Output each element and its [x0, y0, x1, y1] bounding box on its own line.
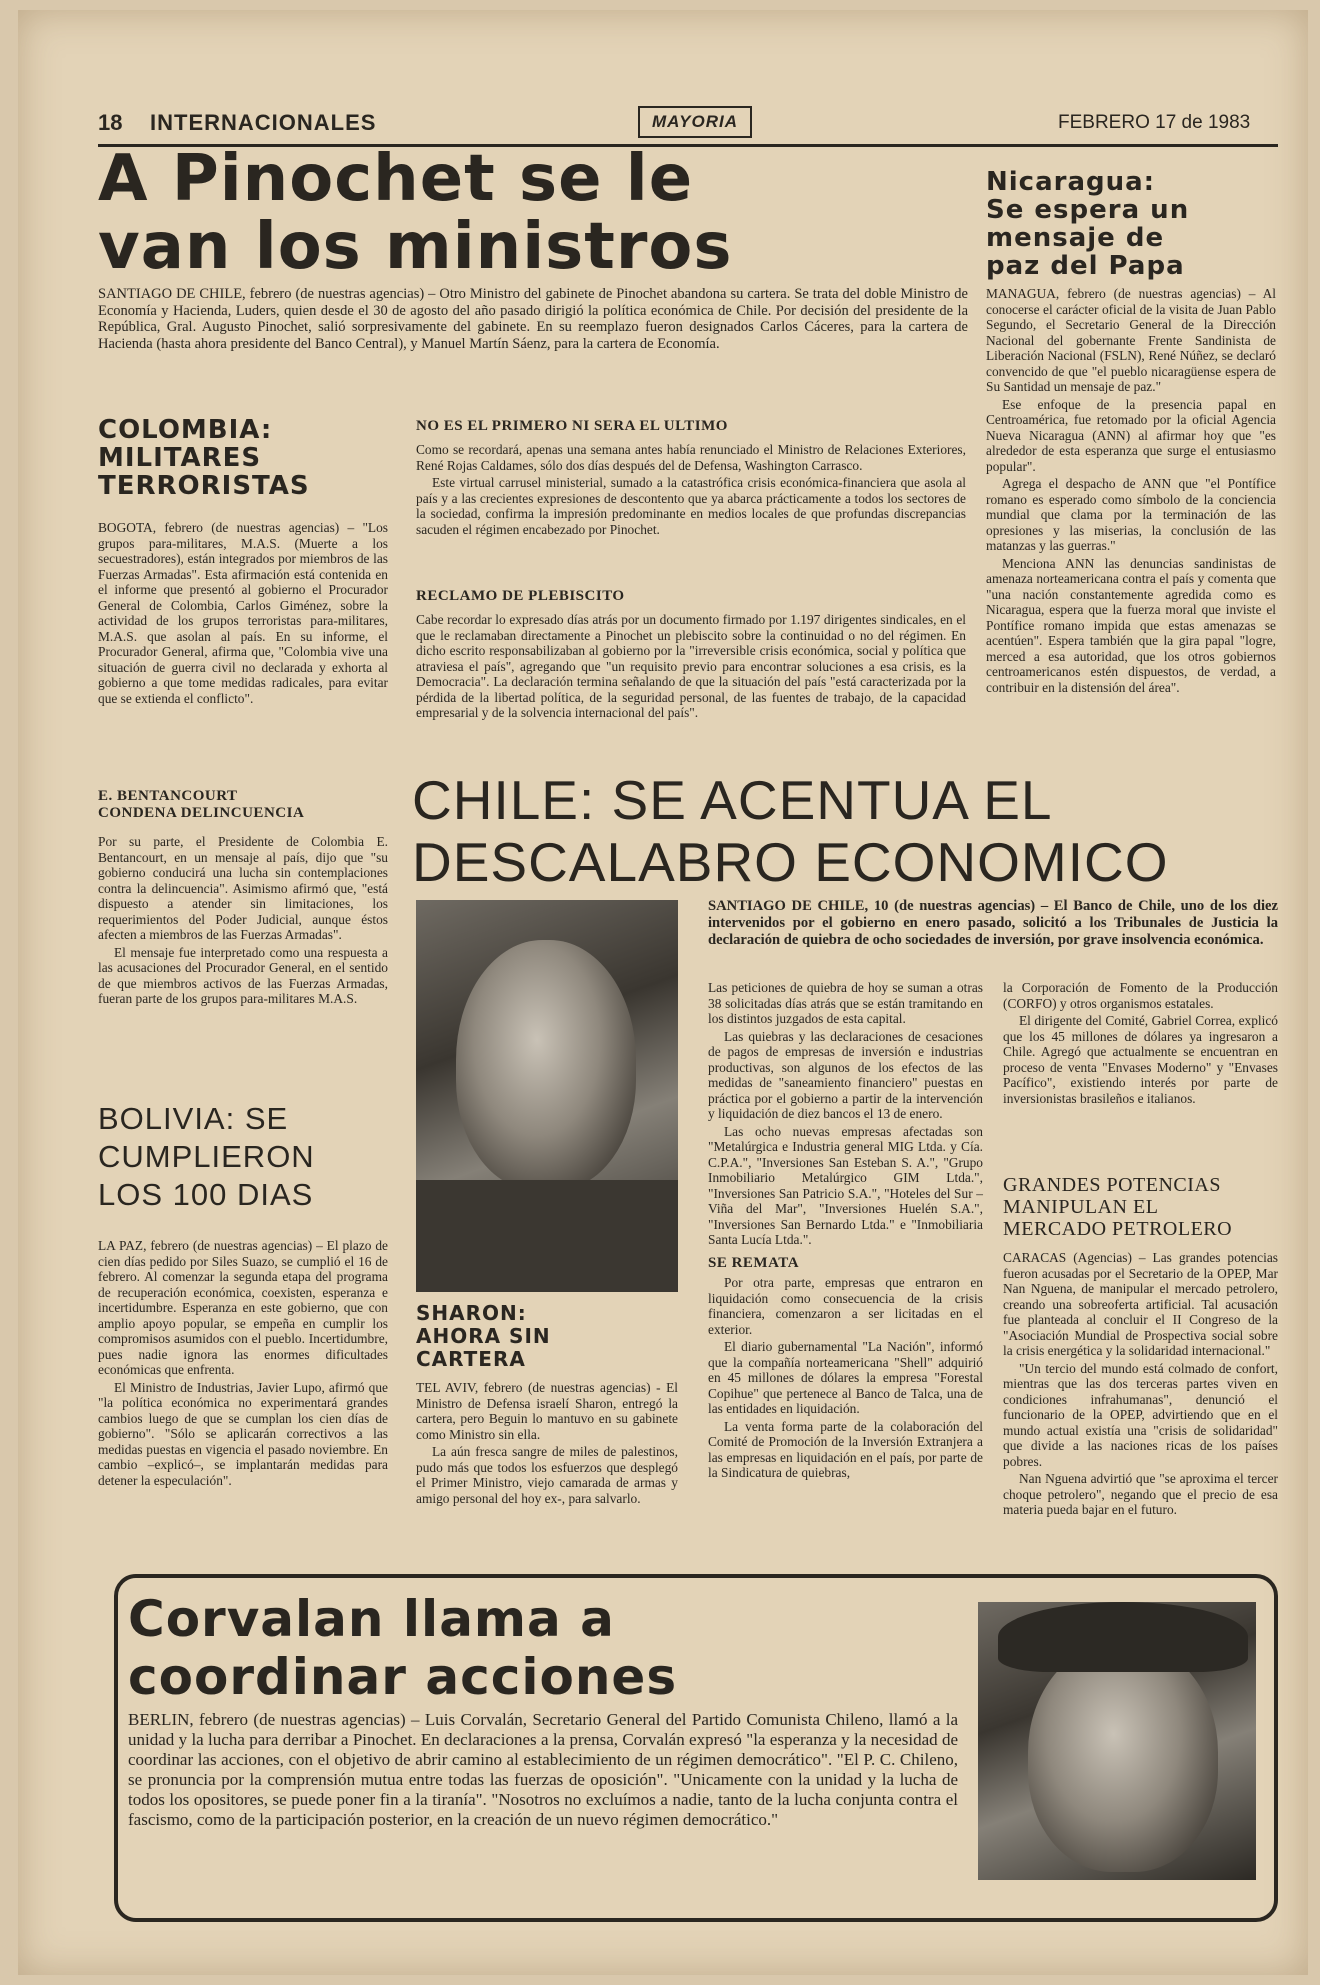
oil-headline: GRANDES POTENCIAS MANIPULAN EL MERCADO PETROLERO: [1003, 1174, 1233, 1240]
sharon-photo: [416, 900, 678, 1292]
sharon-photo-face: [456, 940, 636, 1190]
sharon-body: TEL AVIV, febrero (de nuestras agencias) - El Ministro de Defensa israelí Sharon, entregó la cartera, pero Beguin lo mantuvo en su gabinete como Ministro sin ella. La aún fresca sangre de miles de palestinos, pudo más que todos los esfuerzos que desplegó el Primer Ministro, viejo camarada de armas y amigo personal del hoy ex-, para salvarlo.: [416, 1380, 678, 1506]
plebiscito-subhead: RECLAMO DE PLEBISCITO: [416, 588, 625, 604]
no-es-el-primero-body: Como se recordará, apenas una semana antes había renunciado el Ministro de Relaciones Exteriores, René Rojas Caldames, sólo dos días después del de Defensa, Washington Carrasco. Este virtual carrusel ministerial, sumado a la catastrófica crisis económica-financiera que asola al país y a las crecientes expresiones de descontento que ya abarca prácticamente a todos los sectores de la sociedad, confirma la impresión predominante en medios locales de que profundas discrepancias sacuden el régimen encabezado por Pinochet.: [416, 442, 966, 537]
bolivia-body: LA PAZ, febrero (de nuestras agencias) – El plazo de cien días pedido por Siles Suazo, se cumplió el 16 de febrero. Al comenzar la segunda etapa del programa de recuperación económica, coexisten, esperanza e incertidumbre. Esperanza en este gobierno, que con amplio apoyo popular, se empeña en cumplir los compromisos asumidos con el pueblo. Incertidumbre, pues nadie ignora las enormes dificultades económicas que enfrenta. El Ministro de Industrias, Javier Lupo, afirmó que "la política económica no experimentará grandes cambios luego de que se cumplan los cien días de gobierno". "Sólo se aplicarán correctivos a las medidas puestas en vigencia el pasado noviembre. En cambio –explicó–, se implantarán medidas para detener la especulación".: [98, 1238, 388, 1488]
page-number: 18: [98, 110, 123, 135]
masthead-logo: MAYORIA: [638, 106, 752, 138]
main-story-lead: SANTIAGO DE CHILE, febrero (de nuestras agencias) – Otro Ministro del gabinete de Pinochet abandona su cartera. Se trata del doble Ministro de Economía y Hacienda, Luders, quien desde el 30 de agosto del año pasado dirigió la política económica de Chile. Por decisión del presidente de la República, Gral. Augusto Pinochet, salió sorpresivamente del gabinete. En su reemplazo fueron designados Carlos Cáceres, para la cartera de Hacienda (hasta ahora presidente del Banco Central), y Manuel Martín Sáenz, para la cartera de Economía.: [98, 286, 968, 352]
plebiscito-body: Cabe recordar lo expresado días atrás por un documento firmado por 1.197 dirigentes sindicales, en el que le reclamaban directamente a Pinochet un plebiscito sobre la continuidad o no del régimen. En dicho escrito responsabilizaban al gobierno por la "irreversible crisis económica, social y política que atraviesa el país", agregando que "un requisito previo para encontrar soluciones a esa crisis, es la Democracia". La declaración termina señalando de que la situación del país "está caracterizada por la pérdida de la libertad política, de la seguridad personal, de las fuentes de trabajo, de la capacidad empresarial y de la solvencia internacional del país".: [416, 612, 966, 720]
chile-col2: la Corporación de Fomento de la Producción (CORFO) y otros organismos estatales. El dirigente del Comité, Gabriel Correa, explicó que los 45 millones de dólares ya ingresaron a Chile. Agregó que actualmente se encuentran en proceso de venta "Envases Moderno" y "Envases Pacífico", existiendo interés por parte de inversionistas brasileños e italianos.: [1003, 980, 1278, 1106]
chile-headline-line2: DESCALABRO ECONOMICO: [412, 831, 1169, 893]
nicaragua-body: MANAGUA, febrero (de nuestras agencias) – Al conocerse el carácter oficial de la visita de Juan Pablo Segundo, el Secretario General de la Dirección Nacional del gobernante Frente Sandinista de Liberación Nacional (FSLN), René Núñez, se declaró convencido de que "el pueblo nicaragüense espera de Su Santidad un mensaje de paz." Ese enfoque de la presencia papal en Centroamérica, fue retomado por la oficial Agencia Nueva Nicaragua (ANN) al afirmar hoy que "es alrededor de esta esperanza que surge el entusiasmo popular". Agrega el despacho de ANN que "el Pontífice romano es esperado como símbolo de la conciencia mundial que clama por la terminación de las opresiones y las miserias, la conclusión de las matanzas y las guerras." Menciona ANN las denuncias sandinistas de amenaza norteamericana contra el país y comenta que "una nación constantemente agredida como es Nicaragua, espera que la fuerza moral que inviste el Pontífice romano impida que estas amenazas se acentúen". Espera también que la gira papal "logre, merced a esa autoridad, que los otros gobiernos centroamericanos estén dispuestos, de verdad, a contribuir en la distensión del área".: [986, 286, 1276, 695]
sharon-photo-suit: [416, 1180, 678, 1292]
corvalan-photo: [978, 1602, 1256, 1880]
colombia-body: BOGOTA, febrero (de nuestras agencias) – "Los grupos para-militares, M.A.S. (Muerte a los secuestradores), están integrados por miembros de las Fuerzas Armadas". Esta afirmación está contenida en el informe que presentó al gobierno el Procurador General de Colombia, Carlos Giménez, sobre la actividad de los grupos terroristas para-militares, M.A.S. que asolan al país. En su informe, el Procurador General, afirma que, "Colombia vive una situación de guerra civil no declarada y exhorta al gobierno a que tome medidas radicales, para evitar que se extienda el conflicto".: [98, 520, 388, 706]
bolivia-headline: BOLIVIA: SE CUMPLIERON LOS 100 DIAS: [98, 1101, 315, 1212]
issue-date: FEBRERO 17 de 1983: [1058, 112, 1251, 133]
nicaragua-headline: Nicaragua: Se espera un mensaje de paz del Papa: [986, 167, 1190, 281]
chile-headline-line1: CHILE: SE ACENTUA EL: [412, 769, 1053, 831]
corvalan-headline-line1: Corvalan llama a: [128, 1590, 615, 1648]
bentancourt-body: Por su parte, el Presidente de Colombia E. Bentancourt, en un mensaje al país, dijo que "su gobierno conducirá una lucha sin contemplaciones contra la delincuencia". Asimismo afirmó que, "está dispuesto a atender sin limitaciones, los requerimientos del Poder Judicial, aunque éstos afecten a miembros de las Fuerzas Armadas". El mensaje fue interpretado como una respuesta a las acusaciones del Procurador General, en el sentido de que miembros activos de las Fuerzas Armadas, fueran parte de los grupos para-militares M.A.S.: [98, 834, 388, 1006]
corvalan-body: BERLIN, febrero (de nuestras agencias) – Luis Corvalán, Secretario General del Partido Comunista Chileno, llamó a la unidad y la lucha para derribar a Pinochet. En declaraciones a la prensa, Corvalán expresó "la esperanza y la necesidad de coordinar las acciones, con el objetivo de abrir camino al establecimiento de un régimen democrático". "El P. C. Chileno, se pronuncia por la comprensión mutua entre todas las fuerzas de oposición". "Unicamente con la unidad y la lucha de todos los opositores, se puede poner fin a la tiranía". "Nosotros no excluímos a nadie, tanto de la lucha conjunta contra el fascismo, como de la participación posterior, en la creación de un nuevo régimen democrático.": [128, 1710, 958, 1829]
corvalan-photo-hat: [998, 1602, 1248, 1672]
corvalan-photo-face: [1028, 1642, 1218, 1872]
section-title: INTERNACIONALES: [150, 110, 377, 135]
chile-lead: SANTIAGO DE CHILE, 10 (de nuestras agencias) – El Banco de Chile, uno de los diez intervenidos por el gobierno en enero pasado, solicitó a los Tribunales de Justicia la declaración de quiebra de ocho sociedades de inversión, por grave insolvencia económica.: [708, 898, 1278, 948]
no-es-el-primero-subhead: NO ES EL PRIMERO NI SERA EL ULTIMO: [416, 418, 728, 434]
colombia-headline: COLOMBIA: MILITARES TERRORISTAS: [98, 415, 310, 501]
newspaper-page: [18, 10, 1308, 1975]
bentancourt-subhead: E. BENTANCOURT CONDENA DELINCUENCIA: [98, 788, 305, 821]
chile-col1: Las peticiones de quiebra de hoy se suman a otras 38 solicitadas días atrás que se están tramitando en los distintos juzgados de esta capital. Las quiebras y las declaraciones de cesaciones de pagos de empresas de inversión e industrias productivas, son algunos de los efectos de las medidas de "saneamiento financiero" puestas en práctica por el gobierno a partir de la intervención y liquidación de diez bancos el 13 de enero. Las ocho nuevas empresas afectadas son "Metalúrgica e Industria general MIG Ltda. y Cía. C.P.A.", "Inversiones San Esteban S. A.", "Grupo Inmobiliario Metalúrgico GIM Ltda.", "Inversiones San Patricio S.A.", "Hoteles del Sur – Viña del Mar", "Inversiones Huelén S.A.", "Inversiones San Bernardo Ltda." e "Inmobiliaria Santa Lucía Ltda.". SE REMATA Por otra parte, empresas que entraron en liquidación como consecuencia de la crisis financiera, comenzaron a ser licitadas en el exterior. El diario gubernamental "La Nación", informó que la compañía norteamericana "Shell" adquirió en 45 millones de dólares la empresa "Forestal Copihue" que pertenece al Banco de Talca, una de las entidades en liquidación. La venta forma parte de la colaboración del Comité de Promoción de la Inversión Extranjera a las empresas en liquidación en el país, por parte de la Sindicatura de quiebras,: [708, 980, 983, 1480]
sharon-headline: SHARON: AHORA SIN CARTERA: [416, 1301, 551, 1371]
main-headline-line1: A Pinochet se le: [98, 142, 694, 216]
main-headline-line2: van los ministros: [98, 210, 733, 284]
corvalan-headline-line2: coordinar acciones: [128, 1648, 678, 1706]
oil-body: CARACAS (Agencias) – Las grandes potencias fueron acusadas por el Secretario de la OPEP, Mar Nan Nguena, de manipular el mercado petrolero, creando una sobreoferta artificial. Tal acusación fue planteada al concluir el II Congreso de la "Asociación Mundial de Prospectiva social sobre la crisis energética y la solidaridad internacional." "Un tercio del mundo está colmado de confort, mientras que las dos terceras partes viven en condiciones infrahumanas", denunció el funcionario de la OPEP, advirtiendo que en el mundo actual existía una "crisis de solidaridad" que divide a las naciones ricas de los países pobres. Nan Nguena advirtió que "se aproxima el tercer choque petrolero", negando que el precio de esa materia pueda bajar en el futuro.: [1003, 1250, 1278, 1517]
se-remata-subhead: SE REMATA: [708, 1254, 800, 1271]
